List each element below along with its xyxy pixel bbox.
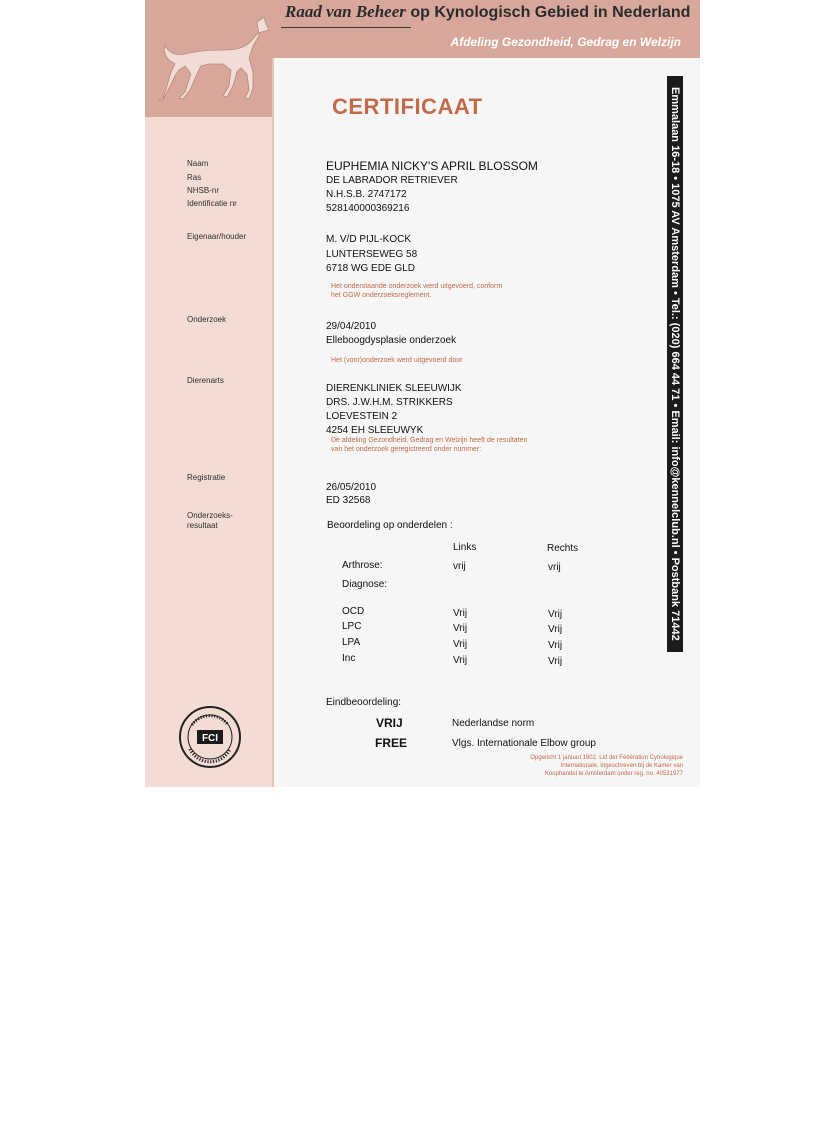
owner-name: M. V/D PIJL-KOCK	[326, 234, 412, 245]
result-row-label: LPA	[342, 637, 361, 648]
note-registered-line-2: van het onderzoek geregistreerd onder nummer:	[331, 446, 482, 453]
exam-date: 29/04/2010	[326, 321, 377, 332]
contact-bar-text: Emmalaan 16-18 • 1075 AV Amsterdam • Tel.: (020) 664 44 71 • Email: info@kennelclub.nl • Postbank 71442	[669, 87, 681, 641]
owner-city: 6718 WG EDE GLD	[326, 263, 415, 274]
result-row-label: Inc	[342, 653, 356, 664]
footer-line-3: Koophandel te Amsterdam onder reg. no. 40531977	[544, 771, 683, 777]
footer-line-1: Opgericht 1 januari 1902. Lid der Fédération Cynologique	[530, 755, 683, 761]
certificate-title: CERTIFICAAT	[332, 94, 483, 119]
certificate-page	[145, 0, 700, 787]
footer-line-2: Internationale. Ingeschreven bij de Kamer van	[560, 763, 683, 769]
label-sidebar	[145, 117, 272, 787]
dog-name: EUPHEMIA NICKY'S APRIL BLOSSOM	[326, 159, 538, 173]
label-onderzoek: Onderzoek	[187, 315, 227, 324]
result-row-left: Vrij	[453, 623, 468, 634]
result-row-label: LPC	[342, 621, 362, 632]
result-row-right: Vrij	[548, 640, 563, 651]
label-registratie: Registratie	[187, 473, 226, 482]
dog-breed: DE LABRADOR RETRIEVER	[326, 175, 458, 186]
final-norm-nl: Nederlandse norm	[452, 718, 535, 729]
organization-brand: Raad van Beheer	[285, 2, 406, 21]
label-resultaat-line-1: Onderzoeks-	[187, 511, 233, 520]
diagnose-label: Diagnose:	[342, 579, 388, 590]
dog-chip: 528140000369216	[326, 203, 410, 214]
label-naam: Naam	[187, 159, 209, 168]
vet-clinic: DIERENKLINIEK SLEEUWIJK	[326, 383, 462, 394]
arthrose-right: vrij	[548, 562, 561, 573]
header-rule	[281, 27, 411, 28]
fci-seal-icon	[178, 705, 242, 769]
label-ras: Ras	[187, 173, 202, 182]
result-row-right: Vrij	[548, 609, 563, 620]
final-grade-nl: VRIJ	[376, 716, 403, 730]
results-heading: Beoordeling op onderdelen :	[327, 520, 453, 531]
label-nhsb: NHSB-nr	[187, 186, 220, 195]
arthrose-left: vrij	[453, 561, 466, 572]
registration-date: 26/05/2010	[326, 482, 377, 493]
final-grade-en: FREE	[375, 736, 408, 750]
fci-seal-text: FCI	[201, 733, 219, 744]
note-conform-line-1: Het onderstaande onderzoek werd uitgevoerd, conform	[331, 283, 503, 290]
label-eigenaar: Eigenaar/houder	[187, 232, 247, 241]
note-registered-line-1: De afdeling Gezondheid, Gedrag en Welzijn heeft de resultaten	[331, 437, 528, 444]
footer-note	[485, 754, 683, 778]
result-row-label: OCD	[342, 606, 365, 617]
arthrose-label: Arthrose:	[342, 560, 383, 571]
registration-number: ED 32568	[326, 495, 371, 506]
results-col-right: Rechts	[547, 543, 579, 554]
result-row-right: Vrij	[548, 624, 563, 635]
label-resultaat-line-2: resultaat	[187, 521, 218, 530]
organization-name-rest: op Kynologisch Gebied in Nederland	[405, 4, 691, 21]
label-dierenarts: Dierenarts	[187, 376, 224, 385]
final-heading: Eindbeoordeling:	[326, 697, 402, 708]
result-row-left: Vrij	[453, 608, 468, 619]
greyhound-logo-icon	[145, 0, 272, 117]
result-row-left: Vrij	[453, 655, 468, 666]
label-identificatie: Identificatie nr	[187, 199, 237, 208]
vet-city: 4254 EH SLEEUWYK	[326, 425, 424, 436]
organization-title	[285, 2, 690, 22]
result-row-right: Vrij	[548, 656, 563, 667]
vet-street: LOEVESTEIN 2	[326, 411, 398, 422]
department-subtitle: Afdeling Gezondheid, Gedrag en Welzijn	[450, 35, 681, 49]
vet-name: DRS. J.W.H.M. STRIKKERS	[326, 397, 453, 408]
exam-type: Elleboogdysplasie onderzoek	[326, 335, 457, 346]
dog-nhsb: N.H.S.B. 2747172	[326, 189, 407, 200]
result-row-left: Vrij	[453, 639, 468, 650]
sidebar-divider	[272, 58, 274, 787]
owner-street: LUNTERSEWEG 58	[326, 249, 418, 260]
final-norm-en: Vlgs. Internationale Elbow group	[452, 738, 596, 749]
results-col-left: Links	[453, 542, 477, 553]
note-performed-by: Het (voor)onderzoek werd uitgevoerd door	[331, 357, 463, 364]
note-conform-line-2: het GGW onderzoeksreglement.	[331, 292, 432, 299]
